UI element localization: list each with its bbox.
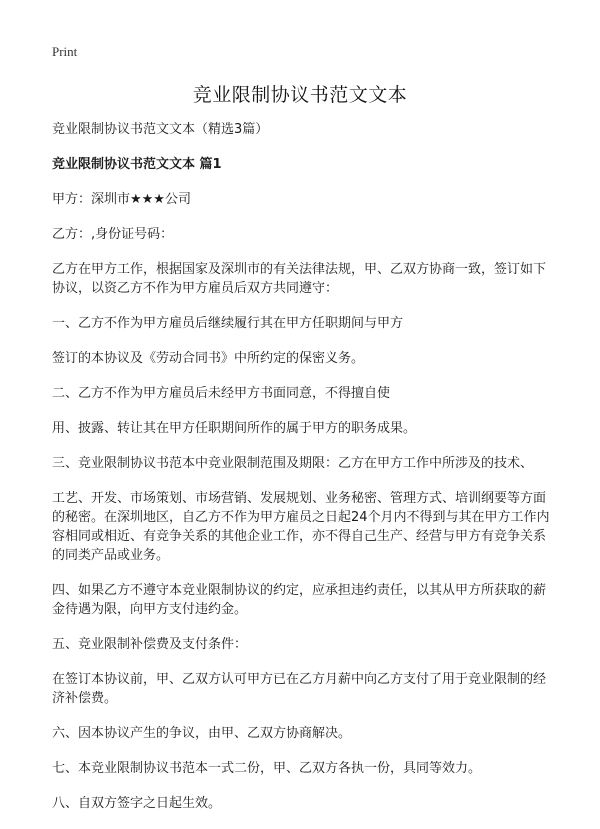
- clause-1-line-2: 签订的本协议及《劳动合同书》中所约定的保密义务。: [52, 351, 365, 366]
- clause-5-body: 在签订本协议前，甲、乙双方认可甲方已在乙方月薪中向乙方支付了用于竞业限制的经济补偿费。: [52, 672, 547, 706]
- clause-4: 四、如果乙方不遵守本竞业限制协议的约定，应承担违约责任，以其从甲方所获取的薪金待遇为限，向甲方支付违约金。: [52, 583, 547, 617]
- intro-paragraph: 乙方在甲方工作，根据国家及深圳市的有关法律法规，甲、乙双方协商一致，签订如下协议，以资乙方不作为甲方雇员后双方共同遵守：: [52, 262, 547, 296]
- clause-2-line-1: 二、乙方不作为甲方雇员后未经甲方书面同意，不得擅自使: [52, 386, 391, 401]
- clause-7: 七、本竞业限制协议书范本一式二份，甲、乙双方各执一份，具同等效力。: [52, 761, 482, 776]
- party-b-line: 乙方：,身份证号码：: [52, 227, 174, 242]
- document-body: [52, 120, 552, 829]
- section-heading: 竞业限制协议书范文文本 篇1: [52, 157, 222, 172]
- clause-1-line-1: 一、乙方不作为甲方雇员后继续履行其在甲方任职期间与甲方: [52, 316, 404, 331]
- clause-6: 六、因本协议产生的争议，由甲、乙双方协商解决。: [52, 726, 352, 741]
- document-subtitle: 竞业限制协议书范文文本（精选3篇）: [52, 122, 269, 137]
- clause-5-heading: 五、竞业限制补偿费及支付条件：: [52, 637, 248, 652]
- clause-8: 八、自双方签字之日起生效。: [52, 796, 222, 811]
- print-label: Print: [52, 44, 78, 59]
- clause-2-line-2: 用、披露、转让其在甲方任职期间所作的属于甲方的职务成果。: [52, 421, 417, 436]
- clause-3-body: 工艺、开发、市场策划、市场营销、发展规划、业务秘密、管理方式、培训纲要等方面的秘密。在深圳地区，自乙方不作为甲方雇员之日起24个月内不得到与其在甲方工作内容相同或相近、有竞争关系的其他企业工作，亦不得自己生产、经营与甲方有竞争关系的同类产品或业务。: [52, 491, 550, 563]
- clause-3-line-1: 三、竞业限制协议书范本中竞业限制范围及期限：乙方在甲方工作中所涉及的技术、: [52, 456, 534, 471]
- party-a-line: 甲方：深圳市★★★公司: [52, 192, 191, 207]
- document-title: 竞业限制协议书范文文本: [192, 84, 408, 106]
